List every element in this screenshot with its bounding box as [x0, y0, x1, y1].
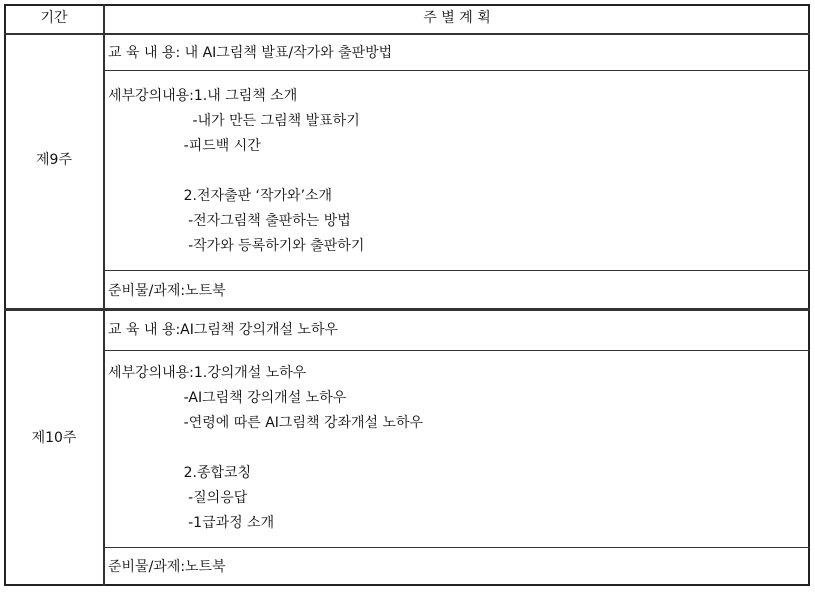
period-header: 기간 [40, 10, 68, 26]
plan-header: 주 별 계 획 [423, 10, 491, 26]
row-divider [104, 547, 810, 548]
detail-line: -작가와 등록하기와 출판하기 [108, 238, 365, 254]
detail-line: -피드백 시간 [108, 138, 261, 154]
row-divider [104, 70, 810, 71]
header-divider [4, 33, 810, 35]
week-divider [4, 308, 810, 311]
week-10-content: 교 육 내 용:AI그림책 강의개설 노하우 [108, 322, 339, 338]
detail-line: -AI그림책 강의개설 노하우 [108, 390, 347, 406]
week-9-content: 교 육 내 용: 내 AI그림책 발표/작가와 출판방법 [108, 45, 393, 61]
row-divider [104, 350, 810, 351]
detail-line: -전자그림책 출판하는 방법 [108, 213, 351, 229]
detail-line: 세부강의내용:1.내 그림책 소개 [108, 88, 298, 104]
detail-line: -1급과정 소개 [108, 515, 275, 531]
detail-line: -연령에 따른 AI그림책 강좌개설 노하우 [108, 415, 424, 431]
detail-line: -질의응답 [108, 490, 248, 506]
week-10-label: 제10주 [31, 430, 77, 446]
week-9-label: 제9주 [36, 152, 72, 168]
week-9-prep: 준비물/과제:노트북 [108, 283, 226, 299]
column-divider [103, 4, 105, 586]
detail-line: 2.종합코칭 [108, 465, 252, 481]
detail-line: 세부강의내용:1.강의개설 노하우 [108, 365, 307, 381]
detail-line: 2.전자출판 ‘작가와’소개 [108, 188, 333, 204]
row-divider [104, 270, 810, 271]
detail-line: -내가 만든 그림책 발표하기 [108, 113, 360, 129]
week-10-prep: 준비물/과제:노트북 [108, 559, 226, 575]
